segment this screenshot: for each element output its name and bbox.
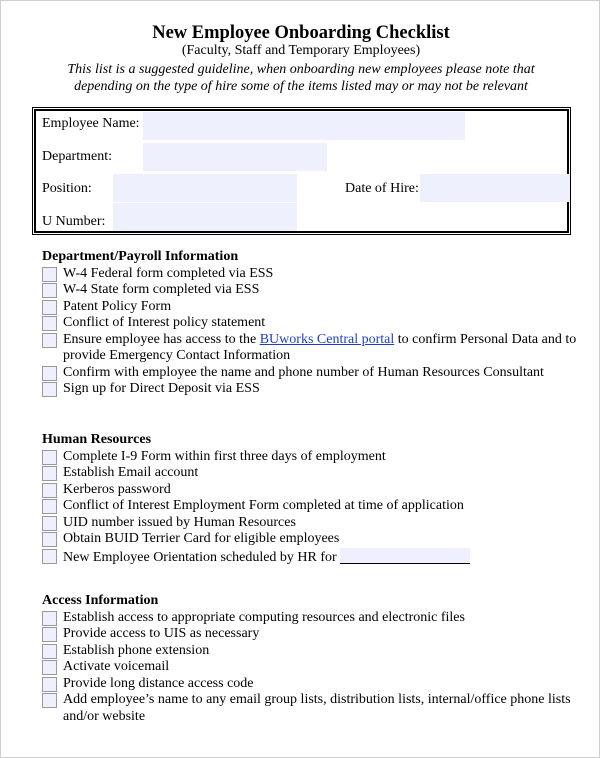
checklist-item [42, 449, 470, 466]
item-label: Conflict of Interest policy statement [63, 315, 266, 330]
checklist-item [42, 531, 470, 548]
item-label: Ensure employee has access to the [63, 331, 257, 347]
department-label: Department: [42, 149, 112, 164]
item-label: Complete I-9 Form within first three days of employment [63, 448, 386, 464]
subtitle: (Faculty, Staff and Temporary Employees) [181, 43, 421, 58]
checkbox[interactable] [42, 316, 57, 331]
item-label: to confirm Personal Data and to provide Emergency Contact Information [63, 331, 577, 363]
item-label: Establish Email account [63, 465, 199, 480]
orientation-date-input[interactable] [340, 548, 470, 564]
section-title: Access Information [42, 593, 159, 608]
checklist-item [42, 659, 583, 676]
section-title: Human Resources [42, 432, 152, 447]
checklist-item [42, 610, 583, 627]
checklist-item [42, 498, 470, 515]
item-label: Patent Policy Form [63, 298, 172, 314]
item-label: Confirm with employee the name and phone number of Human Resources Consultant [63, 364, 544, 380]
page-title: New Employee Onboarding Checklist [152, 23, 450, 43]
position-label: Position: [42, 181, 92, 196]
checkbox[interactable] [42, 300, 57, 315]
checklist-item [42, 626, 583, 643]
position-input[interactable] [113, 174, 297, 202]
checklist-item [42, 515, 470, 532]
checkbox[interactable] [42, 499, 57, 514]
checkbox[interactable] [42, 611, 57, 626]
u-number-label: U Number: [42, 214, 106, 229]
checkbox[interactable] [42, 483, 57, 498]
item-label: W-4 Federal form completed via ESS [63, 265, 274, 281]
item-label: UID number issued by Human Resources [63, 514, 296, 530]
item-label: Activate voicemail [63, 659, 170, 674]
checklist-item [42, 676, 583, 693]
checkbox[interactable] [42, 267, 57, 282]
date-of-hire-label: Date of Hire: [345, 181, 419, 196]
checkbox[interactable] [42, 677, 57, 692]
checklist-item [42, 643, 583, 660]
checklist-item [42, 548, 470, 565]
checkbox[interactable] [42, 466, 57, 481]
item-label: W-4 State form completed via ESS [63, 282, 260, 297]
employee-info-form [34, 109, 569, 233]
checkbox[interactable] [42, 283, 57, 298]
section-human-resources [42, 432, 470, 564]
checkbox[interactable] [42, 532, 57, 547]
note-line-2: depending on the type of hire some of the items listed may or may not be relevant [74, 79, 528, 94]
checklist-item [42, 692, 583, 725]
section-title: Department/Payroll Information [42, 249, 239, 264]
checkbox[interactable] [42, 693, 57, 708]
employee-name-input[interactable] [143, 112, 465, 140]
item-label: Establish phone extension [63, 642, 210, 658]
item-label: Kerberos password [63, 481, 171, 497]
checklist-item [42, 482, 470, 499]
checklist-item [42, 332, 583, 365]
checkbox[interactable] [42, 333, 57, 348]
item-label: New Employee Orientation scheduled by HR for [63, 549, 337, 565]
checkbox[interactable] [42, 366, 57, 381]
section-access-information [42, 593, 583, 725]
u-number-input[interactable] [113, 203, 297, 231]
checklist-item [42, 299, 583, 316]
checkbox[interactable] [42, 644, 57, 659]
checkbox[interactable] [42, 450, 57, 465]
department-input[interactable] [143, 143, 327, 171]
checklist-item [42, 381, 583, 398]
checklist-item [42, 266, 583, 283]
employee-name-label: Employee Name: [42, 116, 140, 131]
checkbox[interactable] [42, 516, 57, 531]
checkbox[interactable] [42, 660, 57, 675]
checklist-item [42, 365, 583, 382]
item-label: Obtain BUID Terrier Card for eligible employees [63, 531, 340, 546]
item-label: Provide access to UIS as necessary [63, 626, 260, 641]
checklist-item [42, 315, 583, 332]
section-department-payroll [42, 249, 583, 398]
item-label: Sign up for Direct Deposit via ESS [63, 381, 260, 396]
item-label: Add employee’s name to any email group lists, distribution lists, internal/office phone lists and/or website [63, 692, 571, 724]
checklist-item [42, 465, 470, 482]
checkbox[interactable] [42, 627, 57, 642]
checkbox[interactable] [42, 549, 57, 564]
buworks-portal-link[interactable]: BUworks Central portal [259, 331, 395, 347]
checkbox[interactable] [42, 382, 57, 397]
item-label: Conflict of Interest Employment Form completed at time of application [63, 498, 464, 513]
checklist-item [42, 282, 583, 299]
item-label: Provide long distance access code [63, 675, 254, 691]
item-label: Establish access to appropriate computing resources and electronic files [63, 609, 465, 625]
note-line-1: This list is a suggested guideline, when onboarding new employees please note that [67, 62, 535, 77]
date-of-hire-input[interactable] [420, 174, 570, 202]
